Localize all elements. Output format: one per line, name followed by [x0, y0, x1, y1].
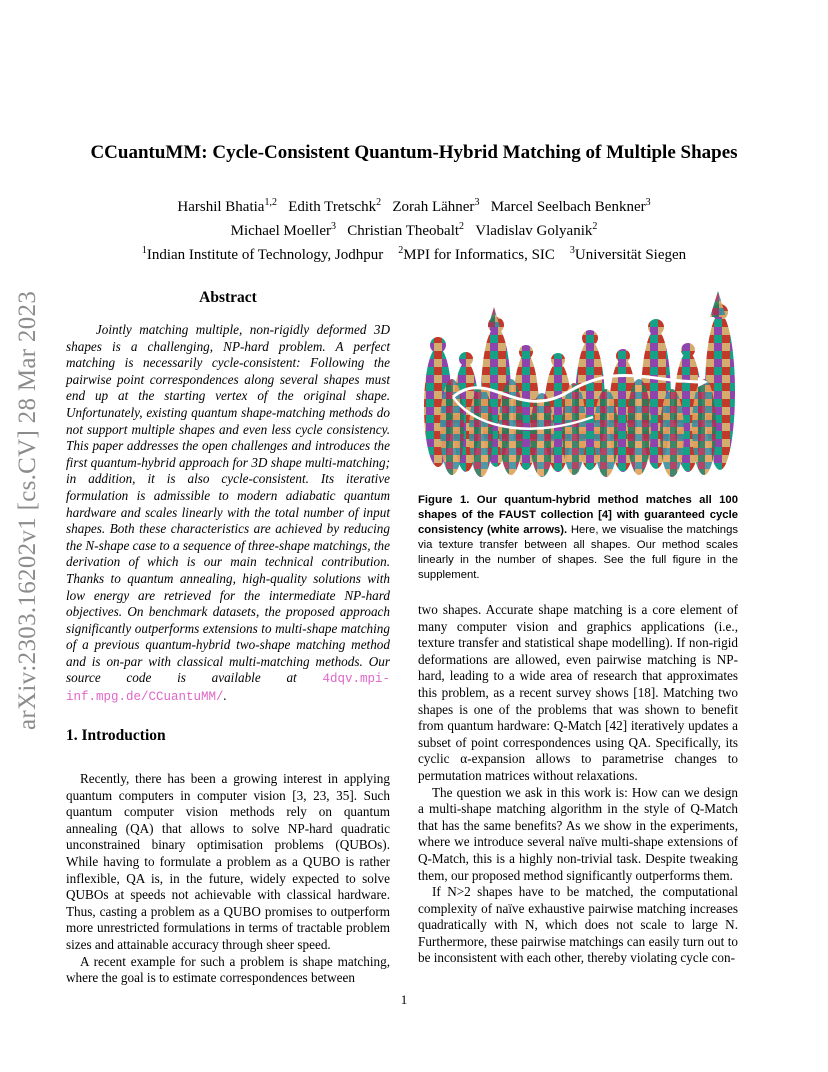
right-paragraph-1: two shapes. Accurate shape matching is a core element of many computer vision and graphics applications (i.e., texture transfer and statistical shape modelling). If non-rigid deformations are allowed, even pairwise matching is NP-hard, leading to a wide area of research that approximates this problem, as a recent survey shows [18]. Matching two shapes is one of the problems that was shown to benefit from quantum hardware: Q-Match [42] iteratively updates a subset of point correspondences using QA. Specifically, its cyclic α-expansion allows to parametrise changes to permutation matrices without relaxations. — [418, 602, 738, 783]
source-code-link[interactable]: 4dqv.mpi-inf.mpg.de/CCuantuMM/ — [66, 672, 390, 705]
author-block — [0, 193, 828, 265]
intro-paragraph-2: A recent example for such a problem is shape matching, where the goal is to estimate correspondences between — [66, 953, 390, 986]
figure-1-image — [418, 287, 738, 477]
arxiv-watermark: arXiv:2303.16202v1 [cs.CV] 28 Mar 2023 — [14, 290, 41, 730]
authors-line-1: Harshil Bhatia$^{1,2}$ Edith Tretschk$^2$ Zorah Lähner$^3$ Marcel Seelbach Benkner$^3$ — [177, 197, 651, 215]
introduction-body — [66, 771, 390, 987]
right-paragraph-3: If N>2 shapes have to be matched, the computational complexity of naïve exhaustive pairwise matching increases quadratically with N, which does not scale to large N. Furthermore, these pairwise matchings can easily turn out to be inconsistent with each other, thereby violating cycle con- — [418, 884, 738, 966]
caption-bold: Figure 1. Our quantum-hybrid method matches all 100 shapes of the FAUST collection [4] with guaranteed cycle consistency (white arrows). — [418, 494, 738, 536]
right-column-body — [418, 602, 738, 967]
abstract-heading: Abstract — [199, 289, 257, 306]
paper-title: CCuantuMM: Cycle-Consistent Quantum-Hybrid Matching of Multiple Shapes — [90, 142, 738, 163]
caption-rest: Here, we visualise the matchings via texture transfer between all shapes. Our method scales linearly in the number of shapes. See the full figure in the supplement. — [418, 524, 739, 581]
right-paragraph-2: The question we ask in this work is: How can we design a multi-shape matching algorithm in the style of Q-Match that has the same benefits? As we show in the experiments, where we introduce several naïve multi-shape extensions of Q-Match, this is a highly non-trivial task. Despite tweaking them, our proposed method significantly outperforms them. — [418, 784, 738, 883]
figure-1-caption — [418, 493, 738, 583]
abstract-text: Jointly matching multiple, non-rigidly deformed 3D shapes is a challenging, NP-hard problem. A perfect matching is necessarily cycle-consistent: Following the pairwise point correspondences along several shapes must end up at the starting vertex of the original shape. Unfortunately, existing quantum shape-matching methods do not support multiple shapes and even less cycle consistency. This paper addresses the open challenges and introduces the first quantum-hybrid approach for 3D shape multi-matching; in addition, it is also cycle-consistent. Its iterative formulation is admissible to modern adiabatic quantum hardware and scales linearly with the total number of input shapes. Both these characteristics are achieved by reducing the N-shape case to a sequence of three-shape matchings, the derivation of which is our main technical contribution. Thanks to quantum annealing, high-quality solutions with low energy are retrieved for the intermediate NP-hard objectives. On benchmark datasets, the proposed approach significantly outperforms extensions to multi-shape matching of a previous quantum-hybrid two-shape matching method and is on-par with classical multi-matching methods. Our source code is available at — [66, 322, 390, 686]
section-heading-introduction: 1. Introduction — [66, 727, 166, 744]
page-number: 1 — [400, 992, 408, 1007]
authors-line-2: Michael Moeller$^3$ Christian Theobalt$^2$ Vladislav Golyanik$^2$ — [230, 221, 598, 239]
affiliations: $^1$Indian Institute of Technology, Jodhpur $^2$MPI for Informatics, SIC $^3$Universität Siegen — [141, 245, 687, 263]
intro-paragraph-1: Recently, there has been a growing interest in applying quantum computers in computer vision [3, 23, 35]. Such quantum computer vision methods rely on quantum annealing (QA) that allows to solve NP-hard quadratic unconstrained binary optimisation problems (QUBOs). While having to formulate a problem as a QUBO is rather inflexible, QA is, in the future, widely expected to solve QUBOs at speeds not achievable with classical hardware. Thus, casting a problem as a QUBO promises to outperform more unrestricted formulations in terms of tractable problem sizes and attainable accuracy through sheer speed. — [66, 771, 390, 952]
abstract-body: Jointly matching multiple, non-rigidly deformed 3D shapes is a challenging, NP-hard problem. A perfect matching is necessarily cycle-consistent: Following the pairwise point correspondences along several shapes must end up at the starting vertex of the original shape. Unfortunately, existing quantum shape-matching methods do not support multiple shapes and even less cycle consistency. This paper addresses the open challenges and introduces the first quantum-hybrid approach for 3D shape multi-matching; in addition, it is also cycle-consistent. Its iterative formulation is admissible to modern adiabatic quantum hardware and scales linearly with the total number of input shapes. Both these characteristics are achieved by reducing the N-shape case to a sequence of three-shape matchings, the derivation of which is our main technical contribution. Thanks to quantum annealing, high-quality solutions with low energy are retrieved for the intermediate NP-hard objectives. On benchmark datasets, the proposed approach significantly outperforms extensions to multi-shape matching of a previous quantum-hybrid two-shape matching method and is on-par with classical multi-matching methods. Our source code is available at 4dqv.mpi-inf.mpg.de/CCuantuMM/. — [66, 322, 390, 705]
